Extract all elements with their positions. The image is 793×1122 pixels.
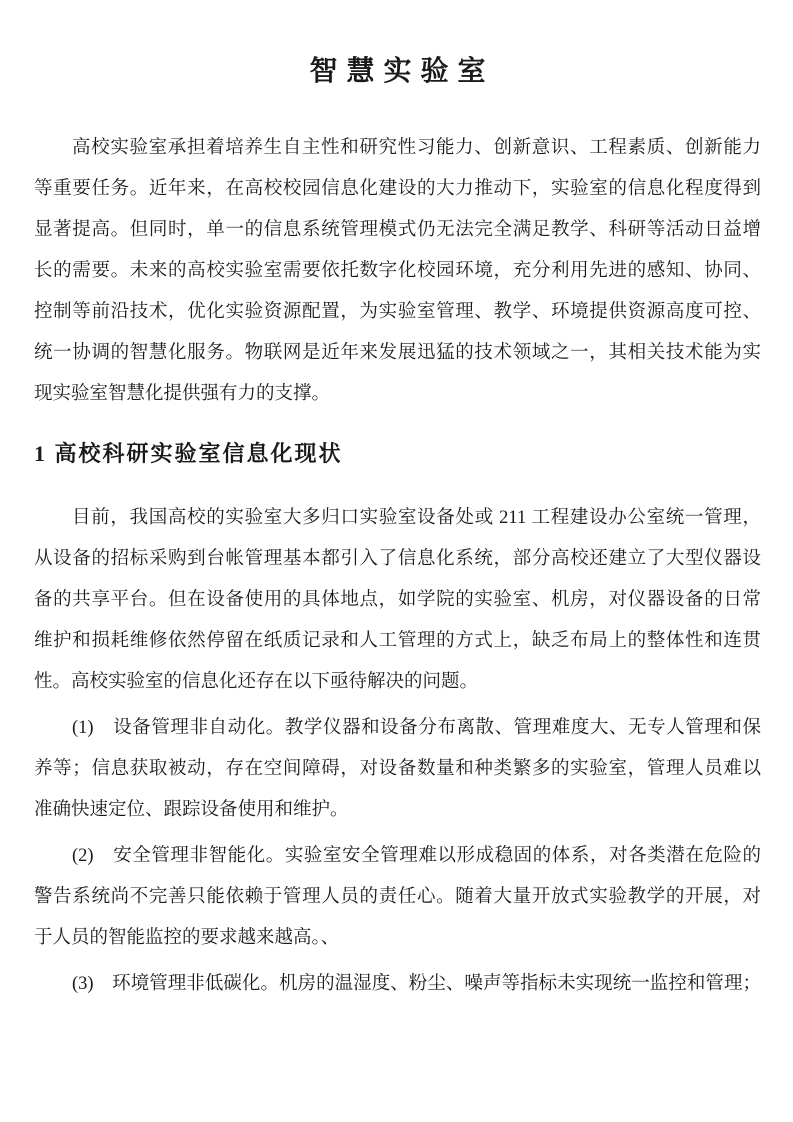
section1-status-paragraph	[34, 498, 761, 703]
text-line: 目前，我国高校的实验室大多归口实验室设备处或 211 工程建设办公室统一管理，	[72, 508, 761, 528]
problem-item-1	[34, 708, 761, 831]
text-line: 高校实验室承担着培养生自主性和研究性习能力、创新意识、工程素质、创新能力	[72, 138, 761, 158]
text-line: (2) 安全管理非智能化。实验室安全管理难以形成稳固的体系，对各类潜在危险的	[72, 846, 761, 866]
text-line: 准确快速定位、跟踪设备使用和维护。	[34, 800, 349, 820]
section1-heading: 1 高校科研实验室信息化现状	[34, 441, 343, 466]
intro-paragraph	[34, 128, 761, 415]
text-line: 现实验室智慧化提供强有力的支撑。	[34, 384, 331, 404]
text-line: 于人员的智能监控的要求越来越高。、	[34, 928, 340, 948]
text-line: 维护和损耗维修依然停留在纸质记录和人工管理的方式上，缺乏布局上的整体性和连贯	[34, 631, 761, 651]
problem-item-2	[34, 836, 761, 959]
text-line: 显著提高。但同时，单一的信息系统管理模式仍无法完全满足教学、科研等活动日益增	[34, 220, 761, 240]
text-line: 警告系统尚不完善只能依赖于管理人员的责任心。随着大量开放式实验教学的开展，对	[34, 887, 761, 907]
text-line: 长的需要。未来的高校实验室需要依托数字化校园环境，充分利用先进的感知、协同、	[34, 261, 761, 281]
text-line: 从设备的招标采购到台帐管理基本都引入了信息化系统，部分高校还建立了大型仪器设	[34, 549, 761, 569]
text-line: (1) 设备管理非自动化。教学仪器和设备分布离散、管理难度大、无专人管理和保	[72, 718, 761, 738]
text-line: 养等；信息获取被动，存在空间障碍，对设备数量和种类繁多的实验室，管理人员难以	[34, 759, 761, 779]
text-line: 控制等前沿技术，优化实验资源配置，为实验室管理、教学、环境提供资源高度可控、	[34, 302, 761, 322]
document-title: 智慧实验室	[309, 56, 495, 87]
text-line: (3) 环境管理非低碳化。机房的温湿度、粉尘、噪声等指标未实现统一监控和管理；	[72, 974, 761, 994]
text-line: 性。高校实验室的信息化还存在以下亟待解决的问题。	[34, 672, 479, 692]
text-line: 备的共享平台。但在设备使用的具体地点，如学院的实验室、机房，对仪器设备的日常	[34, 590, 761, 610]
text-line: 统一协调的智慧化服务。物联网是近年来发展迅猛的技术领域之一，其相关技术能为实	[34, 343, 761, 363]
problem-item-3	[34, 964, 761, 1005]
text-line: 等重要任务。近年来，在高校校园信息化建设的大力推动下，实验室的信息化程度得到	[34, 179, 761, 199]
